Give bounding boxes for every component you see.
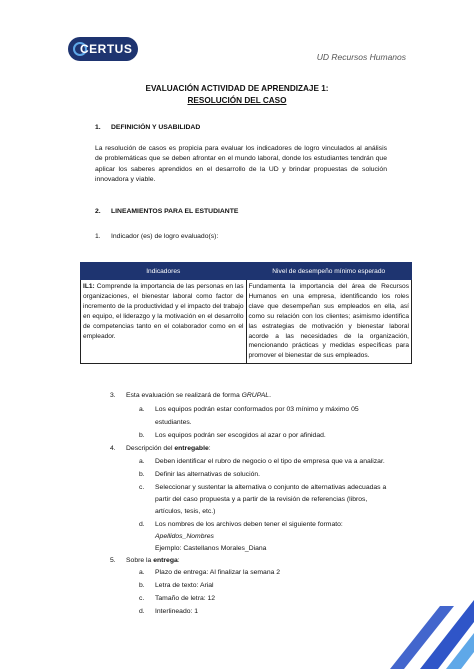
decorative-stripes	[360, 560, 474, 669]
item-text: Descripción del entregable:	[126, 445, 211, 452]
table-cell-level: Fundamenta la importancia del área de Recursos Humanos en una empresa, identificando los roles clave que desempeñan sus empleados en ella, así como su relación con los clientes; asimismo identifica las estrategias de motivación y bienestar laboral acorde a las necesidades de la organización, mencionando prácticas y medidas específicas para promover el bienestar de sus empleados.	[246, 280, 412, 364]
section-number: 1.	[95, 124, 101, 131]
item-number: 4.	[110, 445, 116, 452]
filename-example: Ejemplo: Castellanos Morales_Diana	[155, 545, 267, 552]
indicator-code: IL1:	[83, 283, 95, 290]
section-number: 2.	[95, 208, 101, 215]
indicator-item	[95, 233, 219, 240]
item-text: Sobre la entrega:	[126, 557, 180, 564]
sub-item-3a-cont: estudiantes.	[155, 419, 192, 426]
section-1-paragraph: La resolución de casos es propicia para evaluar los indicadores de logro vinculados al análisis de problemáticas que se deben afrontar en el mundo laboral, donde los estudiantes tendrán que aplicar los saberes aprendidos en el desarrollo de la UD y brindar propuestas de solución innovadora y viable.	[95, 145, 387, 183]
document-subtitle: RESOLUCIÓN DEL CASO	[187, 96, 287, 105]
sub-item-4c-cont: partir del caso propuesta y a partir de la revisión de referencias (libros,	[155, 496, 368, 503]
header-subtitle: UD Recursos Humanos	[316, 52, 406, 62]
section-label: LINEAMIENTOS PARA EL ESTUDIANTE	[111, 208, 239, 215]
filename-format: Apellidos_Nombres	[155, 533, 214, 540]
table-header-level: Nivel de desempeño mínimo esperado	[246, 263, 412, 280]
item-text: Esta evaluación se realizará de forma GRUPAL.	[126, 392, 271, 399]
document-title: EVALUACIÓN ACTIVIDAD DE APRENDIZAJE 1:	[145, 84, 329, 93]
indicator-text: Comprende la importancia de las personas en las organizaciones, el bienestar laboral como factor de incremento de la productividad y el impacto del trabajo en equipo, el liderazgo y la motivación en el desarrollo de competencias tanto en el colaborador como en el empleador.	[83, 283, 244, 340]
section-label: DEFINICIÓN Y USABILIDAD	[111, 124, 201, 131]
item-number: 1.	[95, 233, 101, 240]
sub-item-4c-cont: artículos, tesis, etc.)	[155, 508, 216, 515]
indicator-table	[80, 262, 412, 364]
logo-text: CERTUS	[80, 42, 133, 56]
item-number: 5.	[110, 557, 116, 564]
table-cell-indicator	[81, 280, 247, 364]
item-text: Indicador (es) de logro evaluado(s):	[111, 233, 219, 240]
table-header-indicators: Indicadores	[81, 263, 247, 280]
item-number: 3.	[110, 392, 116, 399]
